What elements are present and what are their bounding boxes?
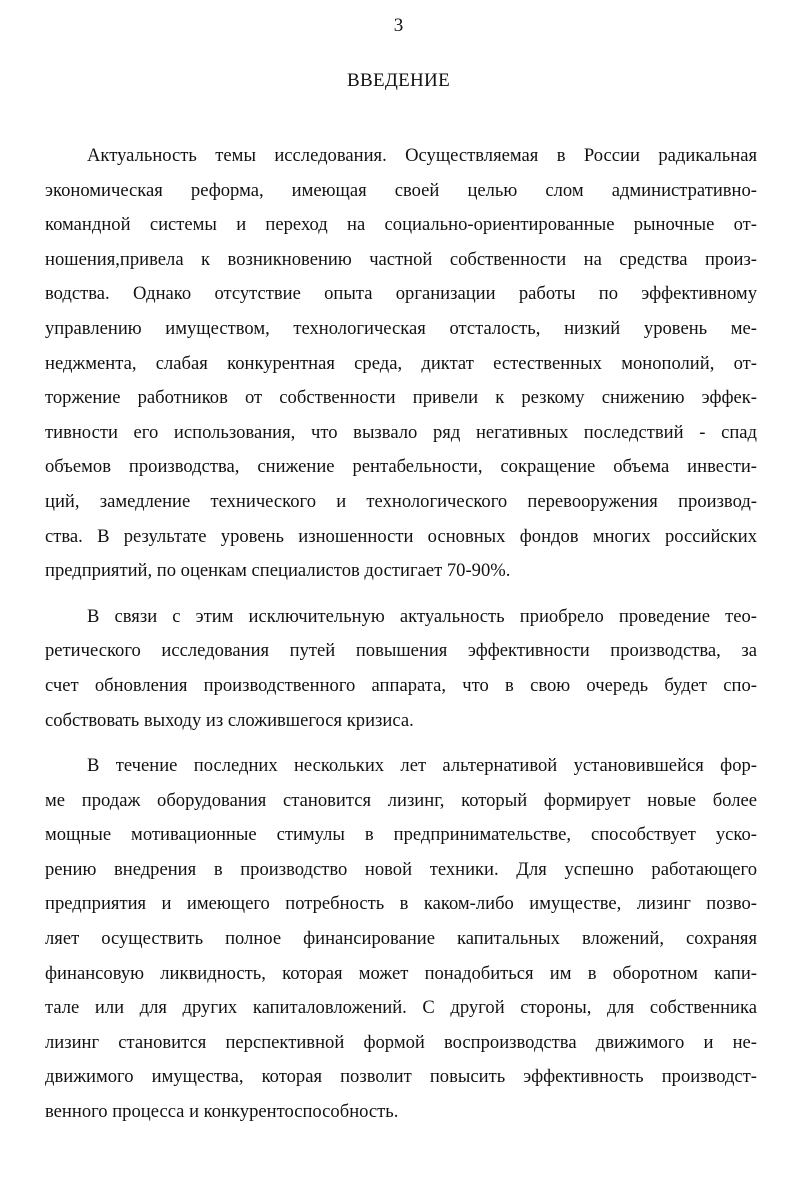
paragraph-line: мощные мотивационные стимулы в предпринимательстве, способствует уско- xyxy=(45,824,757,846)
paragraph-line: командной системы и переход на социально-ориентированные рыночные от- xyxy=(45,214,757,236)
paragraph-line: финансовую ликвидность, которая может понадобиться им в оборотном капи- xyxy=(45,962,757,984)
paragraph-line: управлению имуществом, технологическая отсталость, низкий уровень ме- xyxy=(45,317,757,339)
paragraph-line: собствовать выходу из сложившегося кризиса. xyxy=(45,709,414,731)
paragraph-gap xyxy=(45,589,757,600)
paragraph-line: тивности его использования, что вызвало ряд негативных последствий - спад xyxy=(45,421,757,443)
paragraph-gap xyxy=(45,738,757,749)
body-text xyxy=(45,139,757,1130)
paragraph-line: экономическая реформа, имеющая своей целью слом административно- xyxy=(45,179,757,201)
paragraph-research-goal xyxy=(45,600,757,738)
paragraph-line: предприятий, по оценкам специалистов достигает 70-90%. xyxy=(45,560,511,582)
paragraph-line: тале или для других капиталовложений. С другой стороны, для собственника xyxy=(45,997,757,1019)
paragraph-line: В течение последних нескольких лет альтернативой установившейся фор- xyxy=(87,755,757,777)
section-title: ВВЕДЕНИЕ xyxy=(347,70,450,91)
paragraph-line: Актуальность темы исследования. Осуществляемая в России радикальная xyxy=(87,145,757,166)
paragraph-line: венного процесса и конкурентоспособность. xyxy=(45,1101,399,1123)
paragraph-leasing xyxy=(45,749,757,1130)
paragraph-line: ций, замедление технического и технологического перевооружения производ- xyxy=(45,490,757,512)
page-number: 3 xyxy=(393,15,404,36)
paragraph-line: ляет осуществить полное финансирование капитальных вложений, сохраняя xyxy=(45,928,757,950)
paragraph-line: предприятия и имеющего потребность в каком-либо имуществе, лизинг позво- xyxy=(45,893,757,915)
paragraph-line: ношения,привела к возникновению частной собственности на средства произ- xyxy=(45,248,757,270)
paragraph-line: движимого имущества, которая позволит повысить эффективность производст- xyxy=(45,1066,757,1088)
paragraph-line: рению внедрения в производство новой техники. Для успешно работающего xyxy=(45,858,757,880)
paragraph-line: неджмента, слабая конкурентная среда, диктат естественных монополий, от- xyxy=(45,352,757,374)
paragraph-line: ства. В результате уровень изношенности основных фондов многих российских xyxy=(45,525,757,547)
paragraph-line: торжение работников от собственности привели к резкому снижению эффек- xyxy=(45,387,757,409)
paragraph-line: лизинг становится перспективной формой воспроизводства движимого и не- xyxy=(45,1031,757,1053)
paragraph-line: водства. Однако отсутствие опыта организации работы по эффективному xyxy=(45,283,757,305)
paragraph-line: счет обновления производственного аппарата, что в свою очередь будет спо- xyxy=(45,674,757,696)
paragraph-relevance xyxy=(45,139,757,589)
paragraph-line: ме продаж оборудования становится лизинг, который формирует новые более xyxy=(45,789,757,811)
paragraph-line: В связи с этим исключительную актуальность приобрело проведение тео- xyxy=(87,605,757,627)
paragraph-line: ретического исследования путей повышения эффективности производства, за xyxy=(45,640,757,662)
paragraph-line: объемов производства, снижение рентабельности, сокращение объема инвести- xyxy=(45,456,757,478)
